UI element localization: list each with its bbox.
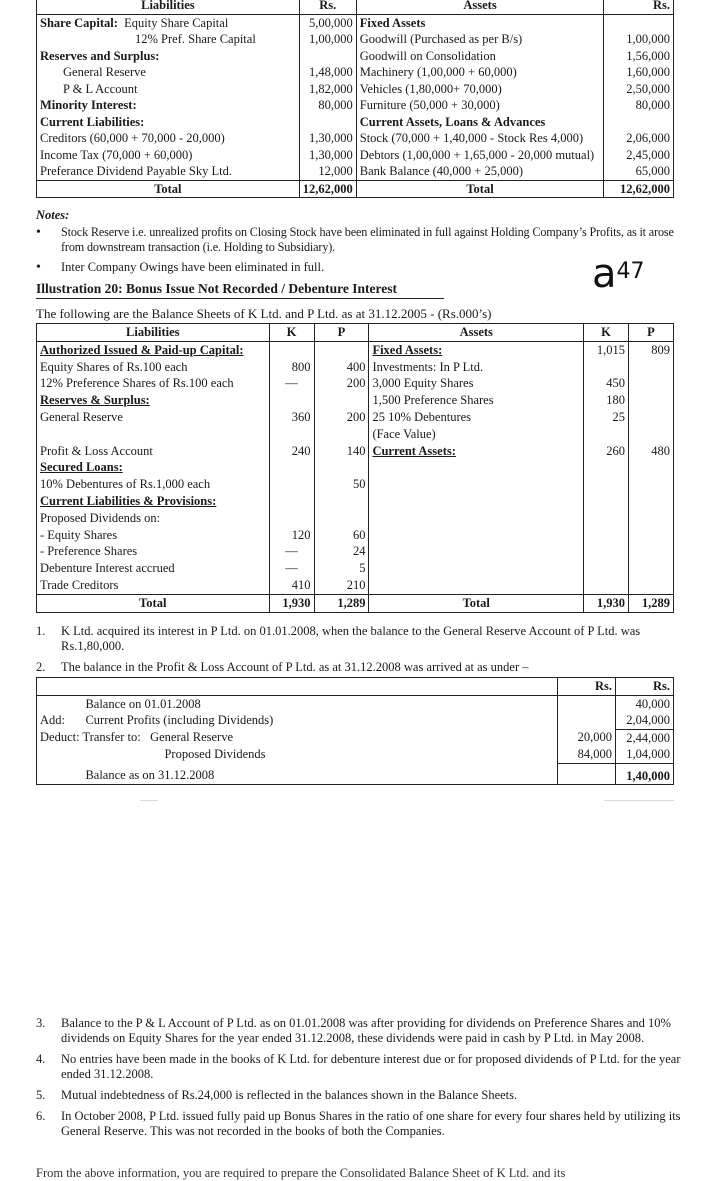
liability-label: Reserves & Surplus:	[40, 393, 150, 408]
k-value: —	[269, 560, 314, 577]
numbered-points	[36, 1016, 681, 1145]
point-item	[36, 1109, 681, 1139]
k-value: 800	[269, 359, 314, 376]
asset-label: Debtors (1,00,000 + 1,65,000 - 20,000 mutual)	[356, 147, 604, 164]
asset-label	[369, 543, 584, 560]
k-value: 240	[269, 443, 314, 460]
asset-label: (Face Value)	[369, 426, 584, 443]
row-label: Current Profits (including Dividends)	[85, 713, 274, 727]
row-prefix	[37, 695, 83, 712]
asset-value	[604, 14, 674, 31]
asset-label: Stock (70,000 + 1,40,000 - Stock Res 4,000)	[356, 130, 604, 147]
liability-value	[299, 48, 356, 65]
col-header-rs: Rs.	[299, 0, 356, 14]
numbered-points	[36, 624, 681, 681]
asset-label: Fixed Assets:	[369, 341, 584, 358]
table-row	[37, 130, 674, 147]
point-number: 3.	[36, 1016, 46, 1030]
p-value	[629, 577, 674, 594]
row-total: 40,000	[615, 695, 673, 712]
asset-label	[369, 510, 584, 527]
k-value	[584, 476, 629, 493]
asset-label: Goodwill on Consolidation	[356, 48, 604, 65]
total-label: Total	[356, 180, 604, 198]
table-row	[37, 341, 674, 358]
liability-label: Creditors (60,000 + 70,000 - 20,000)	[40, 131, 225, 145]
total-label: Total	[37, 594, 270, 612]
col-header-p: P	[314, 324, 369, 342]
p-value: 50	[314, 476, 369, 493]
row-amount: 20,000	[558, 729, 616, 746]
point-text: Balance to the P & L Account of P Ltd. as on 01.01.2008 was after providing for dividends on Preference Shares and 10% dividends on Equity Shares for the year ended 31.12.2008, these dividends were paid in cash by P Ltd. in May 2008.	[61, 1016, 671, 1045]
table-row	[37, 527, 674, 544]
p-value	[629, 409, 674, 426]
k-value	[269, 510, 314, 527]
k-value	[269, 476, 314, 493]
table-row	[37, 476, 674, 493]
table-row	[37, 147, 674, 164]
asset-label: Machinery (1,00,000 + 60,000)	[356, 64, 604, 81]
liability-label: Profit & Loss Account	[40, 443, 153, 458]
total-label: Total	[37, 180, 300, 198]
table-row	[37, 543, 674, 560]
profit-loss-table	[36, 677, 674, 785]
total-value: 12,62,000	[604, 180, 674, 198]
liability-label: Equity Shares of Rs.100 each	[40, 359, 188, 374]
table-row	[37, 560, 674, 577]
liability-label: P & L Account	[63, 81, 138, 96]
asset-value: 65,000	[604, 163, 674, 180]
col-header-assets: Assets	[356, 0, 604, 14]
row-prefix	[37, 763, 83, 785]
table-row	[37, 64, 674, 81]
liability-label: Proposed Dividends on:	[40, 510, 161, 525]
table-row	[37, 97, 674, 114]
k-value: 450	[584, 375, 629, 392]
liability-value: 80,000	[299, 97, 356, 114]
table-row	[37, 48, 674, 65]
table-row	[37, 712, 674, 729]
liability-label: Secured Loans:	[40, 460, 123, 475]
asset-label: Goodwill (Purchased as per B/s)	[356, 31, 604, 48]
col-header-rs: Rs.	[615, 678, 673, 696]
asset-label: 1,500 Preference Shares	[369, 392, 584, 409]
asset-label	[369, 577, 584, 594]
liability-value: 1,82,000	[299, 81, 356, 98]
liability-label: - Equity Shares	[40, 527, 118, 542]
total-value: 12,62,000	[299, 180, 356, 198]
point-text: In October 2008, P Ltd. issued fully paid up Bonus Shares in the ratio of one share for every four shares held by utilizing its General Reserve. This was not recorded in the books of both the Companies.	[61, 1109, 681, 1138]
col-header-p: P	[629, 324, 674, 342]
table-row	[37, 81, 674, 98]
p-value	[314, 510, 369, 527]
p-value: 200	[314, 409, 369, 426]
k-value: 120	[269, 527, 314, 544]
row-label: Balance on 01.01.2008	[85, 696, 201, 711]
point-number: 5.	[36, 1088, 46, 1102]
point-number: 1.	[36, 624, 46, 638]
note-item: • Stock Reserve i.e. unrealized profits on Closing Stock have been eliminated in full against Holding Company’s Profits, as it arose from downstream transaction (i.e. Holding to Subsidiary).	[36, 225, 681, 255]
point-item	[36, 1016, 681, 1046]
row-label: Deduct: Transfer to: General Reserve	[40, 730, 234, 744]
liability-label: 12% Pref. Share Capital	[135, 32, 256, 46]
p-value	[314, 459, 369, 476]
table-row	[37, 493, 674, 510]
liability-label: Authorized Issued & Paid-up Capital:	[40, 342, 244, 357]
p-value: 5	[314, 560, 369, 577]
total-k: 1,930	[269, 594, 314, 612]
asset-label: 25 10% Debentures	[369, 409, 584, 426]
liability-label: - Preference Shares	[40, 544, 138, 559]
asset-value	[604, 114, 674, 131]
table-row	[37, 459, 674, 476]
asset-label: Vehicles (1,80,000+ 70,000)	[356, 81, 604, 98]
divider	[604, 800, 674, 801]
table-row	[37, 510, 674, 527]
p-value: 60	[314, 527, 369, 544]
k-value	[584, 577, 629, 594]
p-value	[629, 543, 674, 560]
k-value: —	[269, 543, 314, 560]
asset-label	[369, 560, 584, 577]
p-value: 480	[629, 443, 674, 460]
p-value: 210	[314, 577, 369, 594]
liability-label: 12% Preference Shares of Rs.100 each	[40, 376, 234, 391]
total-row	[37, 594, 674, 612]
p-value	[629, 493, 674, 510]
asset-label: Bank Balance (40,000 + 25,000)	[356, 163, 604, 180]
col-header-k: K	[269, 324, 314, 342]
k-value: 260	[584, 443, 629, 460]
k-value: —	[269, 375, 314, 392]
handwritten-annotation: $a^{47}$	[592, 251, 645, 297]
liability-label: Reserves and Surplus:	[40, 48, 160, 63]
liability-value: 12,000	[299, 163, 356, 180]
asset-label	[369, 459, 584, 476]
point-text: No entries have been made in the books of K Ltd. for debenture interest due or for proposed dividends of P Ltd. for the year ended 31.12.2008.	[61, 1052, 681, 1081]
row-amount	[558, 712, 616, 729]
notes-heading: Notes:	[36, 208, 70, 222]
col-header-liabilities: Liabilities	[37, 0, 300, 14]
asset-label	[369, 527, 584, 544]
asset-label: Current Assets, Loans & Advances	[356, 114, 604, 131]
point-item	[36, 624, 681, 654]
liability-label: Income Tax (70,000 + 60,000)	[40, 147, 193, 162]
k-value	[584, 493, 629, 510]
k-value	[269, 426, 314, 443]
row-total: 1,40,000	[615, 763, 673, 785]
row-amount	[558, 695, 616, 712]
row-total: 2,04,000	[615, 712, 673, 729]
asset-value: 2,50,000	[604, 81, 674, 98]
note-item: • Inter Company Owings have been eliminated in full.	[36, 260, 681, 275]
total-row	[37, 180, 674, 198]
row-amount: 84,000	[558, 746, 616, 763]
table-row	[37, 426, 674, 443]
row-label: Balance as on 31.12.2008	[85, 768, 215, 782]
table-header-row	[37, 678, 674, 696]
table-header-row	[37, 324, 674, 342]
p-value	[314, 493, 369, 510]
k-value: 410	[269, 577, 314, 594]
k-value	[584, 459, 629, 476]
asset-label: 3,000 Equity Shares	[369, 375, 584, 392]
total-label: Total	[369, 594, 584, 612]
p-value	[629, 426, 674, 443]
point-number: 2.	[36, 660, 46, 674]
divider	[140, 800, 158, 801]
k-value: 180	[584, 392, 629, 409]
k-value	[269, 493, 314, 510]
k-value	[584, 543, 629, 560]
table-header-row	[37, 0, 674, 14]
k-value	[584, 426, 629, 443]
asset-label: Investments: In P Ltd.	[369, 359, 584, 376]
k-value	[584, 560, 629, 577]
p-value	[629, 527, 674, 544]
asset-value: 1,56,000	[604, 48, 674, 65]
point-item	[36, 1088, 681, 1103]
k-value	[584, 527, 629, 544]
p-value	[629, 392, 674, 409]
illustration-intro: The following are the Balance Sheets of K Ltd. and P Ltd. as at 31.12.2005 - (Rs.000’s)	[36, 306, 492, 321]
p-value	[314, 426, 369, 443]
liability-label: Debenture Interest accrued	[40, 561, 175, 576]
row-prefix	[37, 746, 83, 763]
row-amount	[558, 763, 616, 785]
liability-label: 10% Debentures of Rs.1,000 each	[40, 477, 211, 492]
table-row	[37, 729, 674, 746]
table-row	[37, 443, 674, 460]
p-value	[629, 510, 674, 527]
point-number: 4.	[36, 1052, 46, 1066]
consolidated-balance-sheet-table	[36, 0, 674, 198]
p-value	[629, 375, 674, 392]
table-row	[37, 359, 674, 376]
row-label: Proposed Dividends	[164, 747, 266, 761]
total-k: 1,930	[584, 594, 629, 612]
total-p: 1,289	[629, 594, 674, 612]
point-item	[36, 1052, 681, 1082]
table-row	[37, 14, 674, 31]
p-value: 200	[314, 375, 369, 392]
col-header-rs: Rs.	[558, 678, 616, 696]
liability-label: Trade Creditors	[40, 577, 119, 592]
asset-label	[369, 476, 584, 493]
p-value: 24	[314, 543, 369, 560]
asset-label: Fixed Assets	[356, 14, 604, 31]
k-value	[584, 359, 629, 376]
k-value: 360	[269, 409, 314, 426]
point-item	[36, 660, 681, 675]
row-prefix: Add:	[40, 713, 65, 727]
cutoff-text: From the above information, you are required to prepare the Consolidated Balance Sheet of K Ltd. and its	[36, 1166, 566, 1180]
k-value	[269, 459, 314, 476]
col-header-liabilities: Liabilities	[37, 324, 270, 342]
notes-section	[36, 208, 681, 275]
row-total: 2,44,000	[615, 729, 673, 746]
liability-value: 1,30,000	[299, 147, 356, 164]
liability-label: General Reserve	[40, 409, 123, 424]
k-value	[269, 341, 314, 358]
liability-label	[37, 14, 300, 31]
p-value: 809	[629, 341, 674, 358]
point-text: The balance in the Profit & Loss Account of P Ltd. as at 31.12.2008 was arrived at as under –	[61, 660, 529, 674]
asset-label: Furniture (50,000 + 30,000)	[356, 97, 604, 114]
asset-value: 1,60,000	[604, 64, 674, 81]
liability-label	[37, 426, 270, 443]
liability-value: 1,48,000	[299, 64, 356, 81]
liability-text: Equity Share Capital	[117, 15, 229, 30]
asset-value: 80,000	[604, 97, 674, 114]
liability-label: Current Liabilities & Provisions:	[40, 493, 217, 508]
asset-value: 1,00,000	[604, 31, 674, 48]
liability-label: Current Liabilities:	[40, 114, 145, 129]
liability-value: 5,00,000	[299, 14, 356, 31]
k-p-balance-sheet-table	[36, 323, 674, 613]
table-row	[37, 746, 674, 763]
liability-label: Preferance Dividend Payable Sky Ltd.	[40, 164, 232, 178]
liability-label: Minority Interest:	[40, 98, 137, 112]
asset-label: Current Assets:	[369, 443, 584, 460]
col-header-k: K	[584, 324, 629, 342]
col-header-assets: Assets	[369, 324, 584, 342]
asset-label	[369, 493, 584, 510]
liability-value: 1,30,000	[299, 130, 356, 147]
liability-value	[299, 114, 356, 131]
table-row	[37, 695, 674, 712]
p-value	[314, 392, 369, 409]
liability-label: General Reserve	[63, 65, 146, 79]
table-row	[37, 31, 674, 48]
table-row	[37, 375, 674, 392]
k-value	[269, 392, 314, 409]
liability-value: 1,00,000	[299, 31, 356, 48]
section-heading: Share Capital:	[40, 15, 118, 30]
point-number: 6.	[36, 1109, 46, 1123]
p-value	[314, 341, 369, 358]
k-value	[584, 510, 629, 527]
p-value	[629, 459, 674, 476]
asset-value: 2,45,000	[604, 147, 674, 164]
row-total: 1,04,000	[615, 746, 673, 763]
p-value	[629, 560, 674, 577]
point-text: K Ltd. acquired its interest in P Ltd. on 01.01.2008, when the balance to the General Reserve Account of P Ltd. was Rs.1,80,000.	[61, 624, 641, 653]
table-row	[37, 763, 674, 785]
col-header-rs: Rs.	[604, 0, 674, 14]
point-text: Mutual indebtedness of Rs.24,000 is reflected in the balances shown in the Balance Sheets.	[61, 1088, 518, 1102]
p-value	[629, 359, 674, 376]
table-row	[37, 114, 674, 131]
table-row	[37, 577, 674, 594]
table-row	[37, 163, 674, 180]
k-value: 25	[584, 409, 629, 426]
total-p: 1,289	[314, 594, 369, 612]
p-value: 400	[314, 359, 369, 376]
table-row	[37, 409, 674, 426]
asset-value: 2,06,000	[604, 130, 674, 147]
k-value: 1,015	[584, 341, 629, 358]
table-row	[37, 392, 674, 409]
illustration-title: Illustration 20: Bonus Issue Not Recorded / Debenture Interest	[36, 281, 444, 299]
p-value: 140	[314, 443, 369, 460]
p-value	[629, 476, 674, 493]
